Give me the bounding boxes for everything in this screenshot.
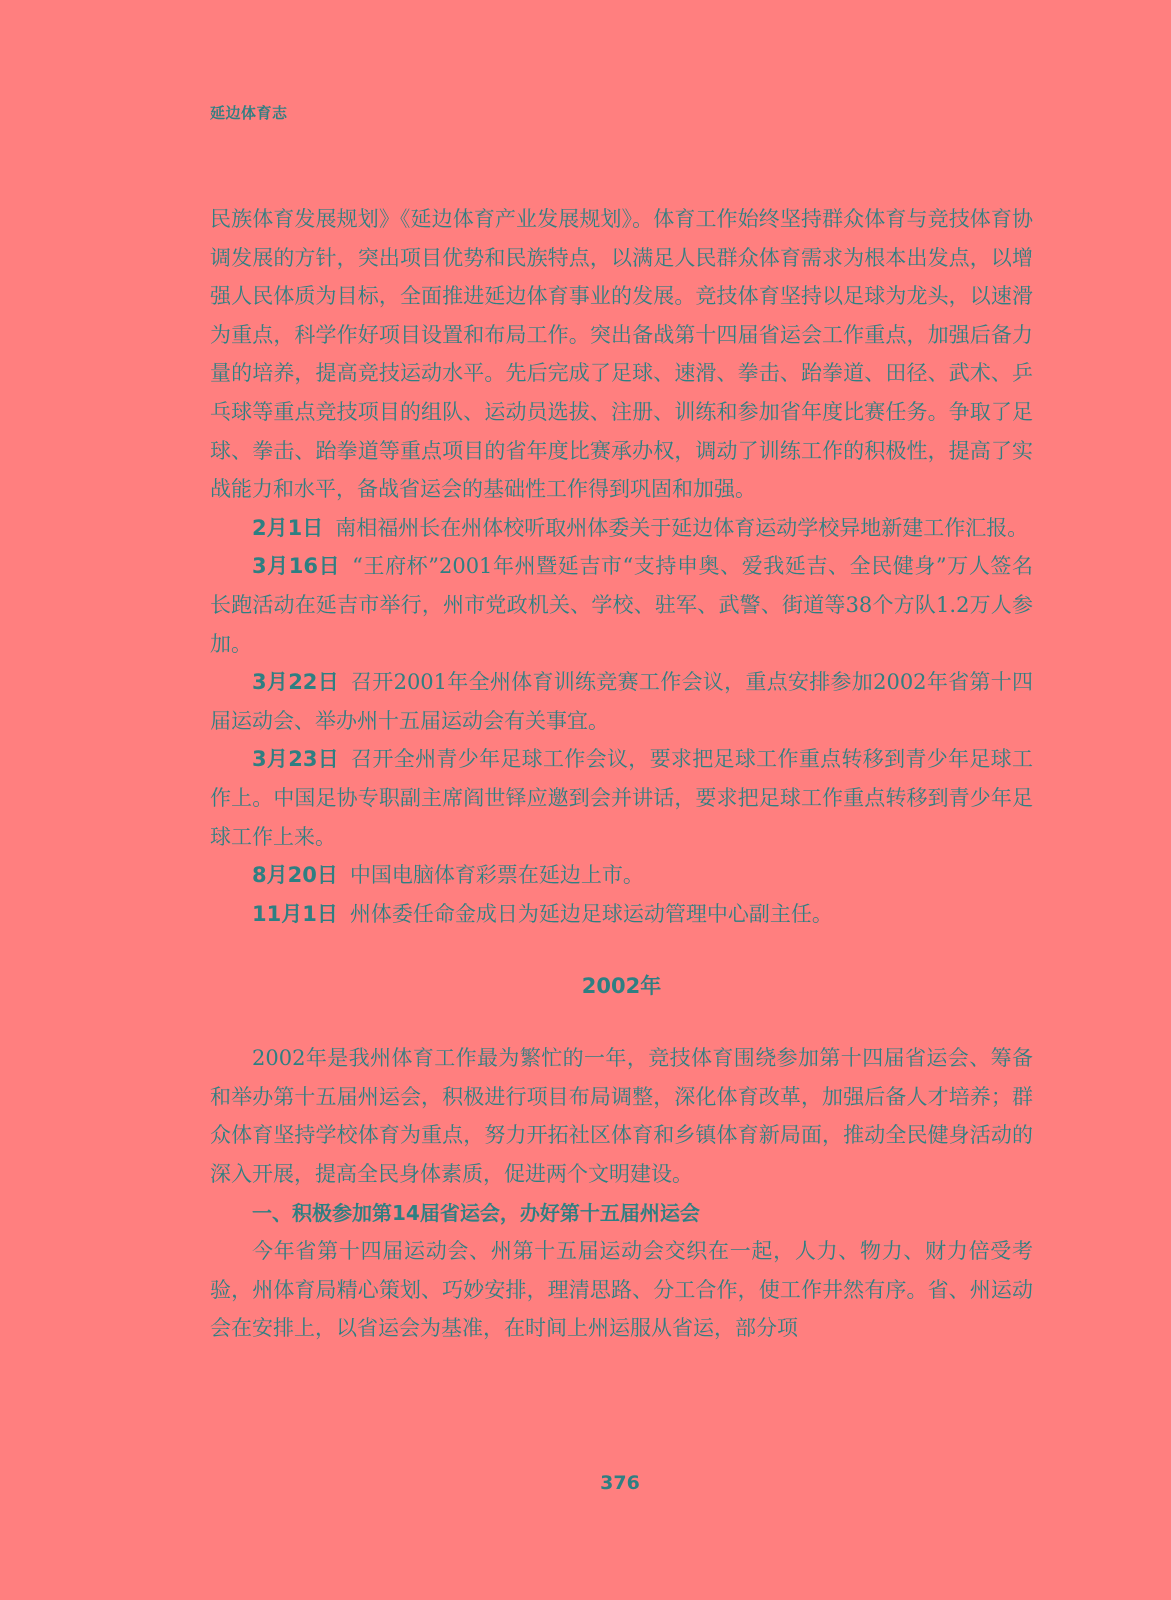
event-entry bbox=[210, 509, 1033, 548]
event-entry bbox=[210, 856, 1033, 895]
event-entry bbox=[210, 740, 1033, 856]
event-text: 召开全州青少年足球工作会议，要求把足球工作重点转移到青少年足球工作上。中国足协专职副主席阎世铎应邀到会并讲话，要求把足球工作重点转移到青少年足球工作上来。 bbox=[210, 747, 1034, 849]
year-summary: 2002年是我州体育工作最为繁忙的一年，竞技体育围绕参加第十四届省运会、筹备和举办第十五届州运会，积极进行项目布局调整，深化体育改革，加强后备人才培养；群众体育坚持学校体育为重点，努力开拓社区体育和乡镇体育新局面，推动全民健身活动的深入开展，提高全民身体素质，促进两个文明建设。 bbox=[210, 1046, 1033, 1187]
running-header: 延边体育志 bbox=[210, 104, 288, 122]
year-heading: 2002年 bbox=[581, 974, 662, 999]
event-date: 2月1日 bbox=[252, 515, 324, 540]
page-number: 376 bbox=[600, 1472, 640, 1494]
event-text: 召开2001年全州体育训练竞赛工作会议，重点安排参加2002年省第十四届运动会、举办州十五届运动会有关事宜。 bbox=[210, 670, 1033, 733]
event-entry bbox=[210, 663, 1033, 740]
event-date: 11月1日 bbox=[252, 901, 338, 926]
event-date: 3月22日 bbox=[252, 670, 339, 695]
event-text: “王府杯”2001年州暨延吉市“支持申奥、爱我延吉、全民健身”万人签名长跑活动在延吉市举行，州市党政机关、学校、驻军、武警、街道等38个方队1.2万人参加。 bbox=[210, 554, 1033, 656]
section-body: 今年省第十四届运动会、州第十五届运动会交织在一起，人力、物力、财力倍受考验，州体育局精心策划、巧妙安排，理清思路、分工合作，使工作井然有序。省、州运动会在安排上，以省运会为基准，在时间上州运服从省运，部分项 bbox=[210, 1239, 1033, 1341]
page-body bbox=[210, 200, 1033, 1348]
intro-paragraph: 民族体育发展规划》《延边体育产业发展规划》。体育工作始终坚持群众体育与竞技体育协调发展的方针，突出项目优势和民族特点，以满足人民群众体育需求为根本出发点，以增强人民体质为目标，全面推进延边体育事业的发展。竞技体育坚持以足球为龙头，以速滑为重点，科学作好项目设置和布局工作。突出备战第十四届省运会工作重点，加强后备力量的培养，提高竞技运动水平。先后完成了足球、速滑、拳击、跆拳道、田径、武术、乒乓球等重点竞技项目的组队、运动员选拔、注册、训练和参加省年度比赛任务。争取了足球、拳击、跆拳道等重点项目的省年度比赛承办权，调动了训练工作的积极性，提高了实战能力和水平，备战省运会的基础性工作得到巩固和加强。 bbox=[210, 207, 1033, 502]
event-text: 中国电脑体育彩票在延边上市。 bbox=[349, 863, 644, 888]
event-text: 南相福州长在州体校听取州体委关于延边体育运动学校异地新建工作汇报。 bbox=[335, 515, 1029, 540]
event-entry bbox=[210, 895, 1033, 934]
event-date: 3月16日 bbox=[252, 554, 341, 579]
event-date: 3月23日 bbox=[252, 747, 340, 772]
section-subheading: 一、积极参加第14届省运会，办好第十五届州运会 bbox=[252, 1200, 700, 1225]
event-entry bbox=[210, 547, 1033, 663]
event-text: 州体委任命金成日为延边足球运动管理中心副主任。 bbox=[349, 901, 833, 926]
event-date: 8月20日 bbox=[252, 863, 338, 888]
